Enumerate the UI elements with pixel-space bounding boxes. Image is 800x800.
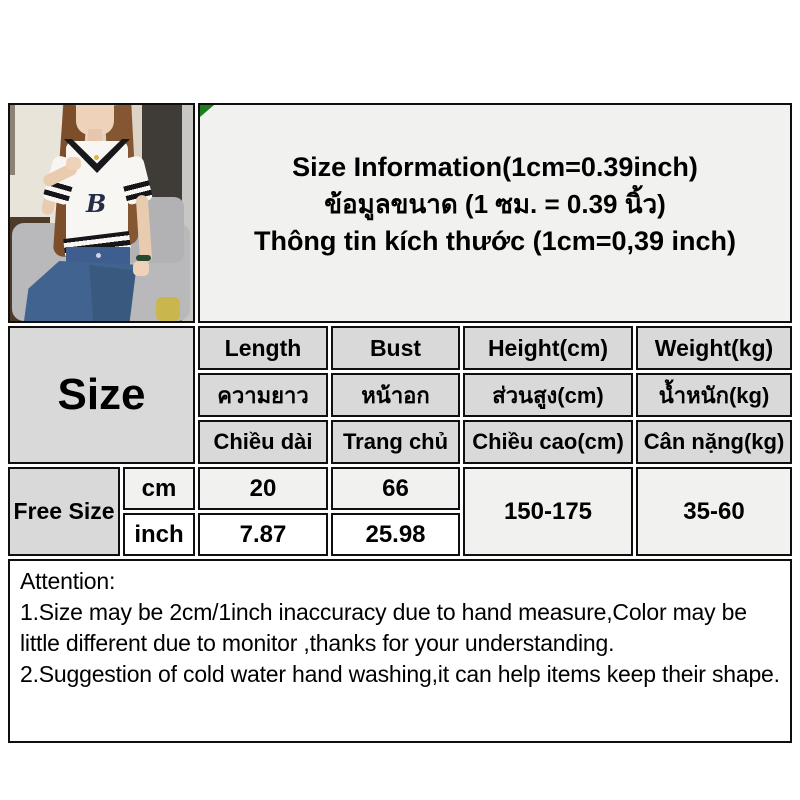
size-table (8, 326, 792, 556)
row-label-free-size: Free Size (8, 467, 120, 556)
col-bust-en: Bust (331, 326, 460, 370)
col-bust-th: หน้าอก (331, 373, 460, 417)
value-weight-range: 35-60 (636, 467, 792, 556)
photo-model-hand-raised (66, 157, 81, 170)
unit-inch: inch (123, 513, 195, 556)
value-bust-cm: 66 (331, 467, 460, 510)
header-row (8, 103, 792, 323)
attention-note-1: 1.Size may be 2cm/1inch inaccuracy due to hand measure,Color may be little different due to monitor ,thanks for your understanding. (20, 599, 747, 656)
value-height-range: 150-175 (463, 467, 633, 556)
col-weight-th: น้ำหนัก(kg) (636, 373, 792, 417)
size-chart-content (8, 103, 792, 743)
col-height-th: ส่วนสูง(cm) (463, 373, 633, 417)
attention-box (8, 559, 792, 743)
product-photo (8, 103, 195, 323)
photo-jeans-button (96, 253, 101, 258)
size-info-title-cell (198, 103, 792, 323)
attention-heading: Attention: (20, 568, 116, 594)
value-bust-inch: 25.98 (331, 513, 460, 556)
cell-note-corner-icon (200, 105, 214, 117)
col-length-en: Length (198, 326, 328, 370)
unit-cm: cm (123, 467, 195, 510)
photo-necklace (94, 155, 99, 160)
photo-chest-emblem: B (86, 189, 107, 218)
size-corner-cell: Size (8, 326, 195, 464)
size-info-title-en: Size Information(1cm=0.39inch) (292, 152, 698, 182)
col-bust-vi: Trang chủ (331, 420, 460, 464)
col-length-th: ความยาว (198, 373, 328, 417)
value-length-cm: 20 (198, 467, 328, 510)
photo-model-hand-down (133, 261, 149, 276)
size-info-title-th: ข้อมูลขนาด (1 ซม. = 0.39 นิ้ว) (324, 189, 666, 219)
col-length-vi: Chiều dài (198, 420, 328, 464)
photo-left-edge (10, 105, 15, 175)
col-weight-en: Weight(kg) (636, 326, 792, 370)
photo-yellow-object (156, 297, 180, 321)
value-length-inch: 7.87 (198, 513, 328, 556)
size-info-title-vi: Thông tin kích thước (1cm=0,39 inch) (253, 226, 737, 256)
attention-note-2: 2.Suggestion of cold water hand washing,it can help items keep their shape. (20, 661, 780, 687)
col-height-vi: Chiều cao(cm) (463, 420, 633, 464)
col-height-en: Height(cm) (463, 326, 633, 370)
col-weight-vi: Cân nặng(kg) (636, 420, 792, 464)
